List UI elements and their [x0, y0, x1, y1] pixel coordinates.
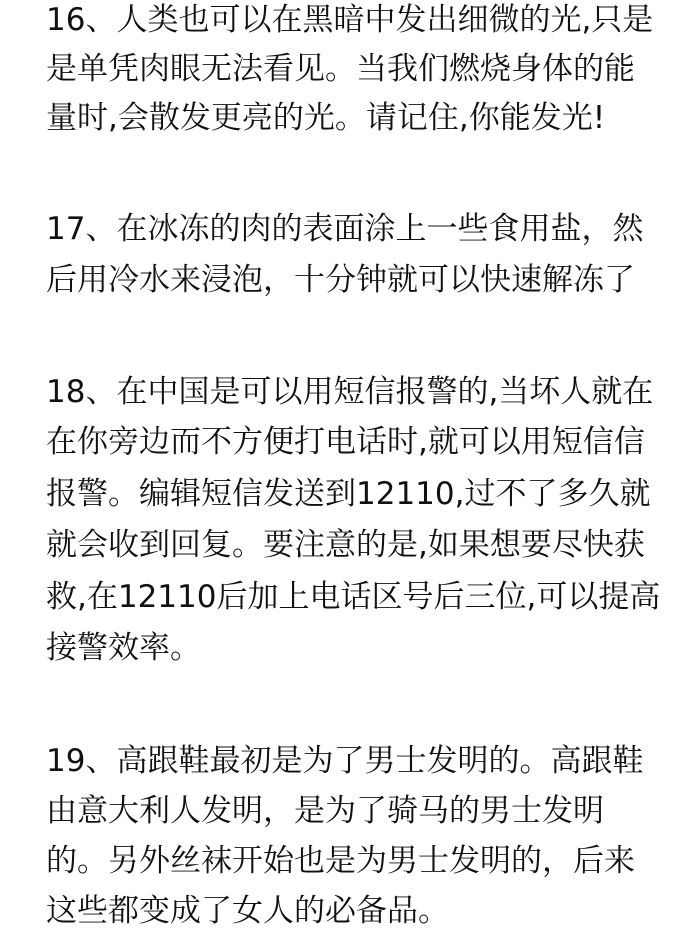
item-16-line-2: 是单凭肉眼无法看见。当我们燃烧身体的能 [46, 51, 635, 87]
item-19-line-3: 的。另外丝袜开始也是为男士发明的，后来 [46, 843, 635, 879]
item-19-line-2: 由意大利人发明，是为了骑马的男士发明 [46, 793, 604, 829]
item-18-line-2: 在你旁边而不方便打电话时,就可以用短信信 [46, 424, 645, 460]
item-18-line-5: 救,在12110后加上电话区号后三位,可以提高 [46, 579, 661, 615]
item-16-line-3: 量时,会散发更亮的光。请记住,你能发光! [46, 100, 606, 136]
item-18-line-1: 18、在中国是可以用短信报警的,当坏人就在 [46, 374, 654, 410]
item-17-line-2: 后用冷水来浸泡，十分钟就可以快速解冻了 [46, 262, 635, 298]
item-19-line-1: 19、高跟鞋最初是为了男士发明的。高跟鞋 [46, 743, 644, 779]
item-18-line-3: 报警。编辑短信发送到12110,过不了多久就 [46, 476, 651, 512]
item-19-line-4: 这些都变成了女人的必备品。 [46, 893, 449, 929]
item-18-line-4: 就会收到回复。要注意的是,如果想要尽快获 [46, 527, 645, 563]
item-16-line-1: 16、人类也可以在黑暗中发出细微的光,只是 [46, 2, 654, 38]
item-17-line-1: 17、在冰冻的肉的表面涂上一些食用盐，然 [46, 211, 644, 247]
item-18-line-6: 接警效率。 [46, 630, 201, 666]
